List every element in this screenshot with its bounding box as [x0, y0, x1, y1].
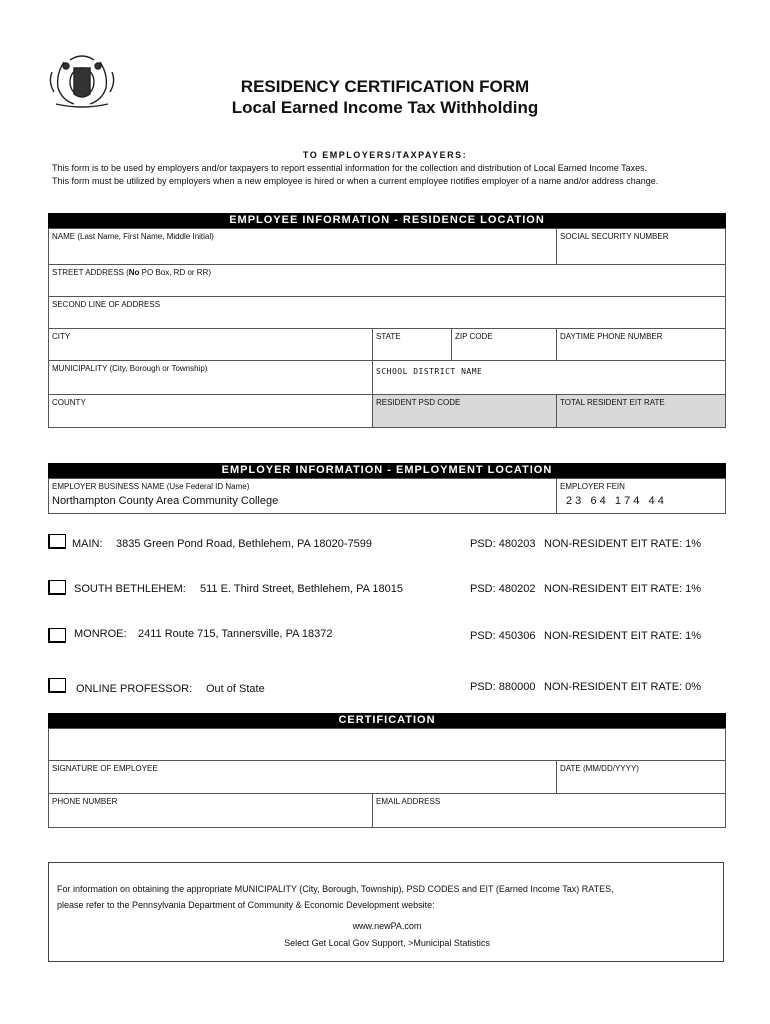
employer-fein-field[interactable]: EMPLOYER FEIN 2 3 6 4 1 7 4 4 4 — [556, 478, 726, 514]
signature-area[interactable] — [48, 728, 726, 761]
employer-fein-value: 2 3 6 4 1 7 4 4 4 — [566, 495, 664, 507]
signature-field[interactable]: SIGNATURE OF EMPLOYEE — [48, 760, 557, 794]
resident-psd-code-field[interactable]: RESIDENT PSD CODE — [372, 394, 557, 428]
south-bethlehem-checkbox[interactable] — [48, 580, 66, 595]
employer-business-name-value: Northampton County Area Community College — [52, 495, 279, 507]
footer-instruction: Select Get Local Gov Support, >Municipal Statistics — [284, 938, 490, 948]
employer-business-name-field[interactable]: EMPLOYER BUSINESS NAME (Use Federal ID Name) Northampton County Area Community College — [48, 478, 557, 514]
location-row-south-bethlehem: SOUTH BETHLEHEM: 511 E. Third Street, Bethlehem, PA 18015 PSD: 480202 NON-RESIDENT EIT RATE: 1% — [48, 580, 728, 600]
employer-section-heading: EMPLOYER INFORMATION - EMPLOYMENT LOCATION — [48, 463, 726, 478]
zip-code-field[interactable]: ZIP CODE — [451, 328, 557, 361]
date-field[interactable]: DATE (MM/DD/YYYY) — [556, 760, 726, 794]
location-row-online-professor: ONLINE PROFESSOR: Out of State PSD: 880000 NON-RESIDENT EIT RATE: 0% — [48, 678, 728, 698]
employee-section-heading: EMPLOYEE INFORMATION - RESIDENCE LOCATION — [48, 213, 726, 228]
intro-text-2: This form must be utilized by employers when a new employee is hired or when a current employee notifies employer of a name and/or address change. — [52, 176, 659, 186]
online-professor-checkbox[interactable] — [48, 678, 66, 693]
location-list — [48, 534, 728, 694]
intro-text-1: This form is to be used by employers and/or taxpayers to report essential information for the collection and distribution of Local Earned Income Taxes. — [52, 163, 648, 173]
state-field[interactable]: STATE — [372, 328, 452, 361]
footer-url[interactable]: www.newPA.com — [352, 921, 422, 931]
footer-line-2: please refer to the Pennsylvania Department of Community & Economic Development website: — [57, 900, 435, 910]
employee-section — [48, 228, 726, 428]
location-row-main: MAIN: 3835 Green Pond Road, Bethlehem, PA 18020-7599 PSD: 480203 NON-RESIDENT EIT RATE: 1% — [48, 534, 728, 554]
location-row-monroe: MONROE: 2411 Route 715, Tannersville, PA 18372 PSD: 450306 NON-RESIDENT EIT RATE: 1% — [48, 628, 728, 648]
school-district-field[interactable]: SCHOOL DISTRICT NAME — [372, 360, 726, 395]
employer-section — [48, 478, 726, 514]
ssn-field[interactable]: SOCIAL SECURITY NUMBER — [556, 228, 726, 265]
main-checkbox[interactable] — [48, 534, 66, 549]
street-address-field[interactable] — [48, 264, 726, 297]
total-resident-eit-rate-field[interactable]: TOTAL RESIDENT EIT RATE — [556, 394, 726, 428]
email-address-field[interactable]: EMAIL ADDRESS — [372, 793, 726, 828]
form-title: RESIDENCY CERTIFICATION FORM — [240, 77, 530, 96]
form-subtitle: Local Earned Income Tax Withholding — [231, 98, 539, 117]
city-field[interactable]: CITY — [48, 328, 373, 361]
county-field[interactable]: COUNTY — [48, 394, 373, 428]
municipality-field[interactable]: MUNICIPALITY (City, Borough or Township) — [48, 360, 373, 395]
phone-number-field[interactable]: PHONE NUMBER — [48, 793, 373, 828]
certification-heading: CERTIFICATION — [48, 713, 726, 728]
name-field[interactable]: NAME (Last Name, First Name, Middle Initial) — [48, 228, 557, 265]
monroe-checkbox[interactable] — [48, 628, 66, 643]
daytime-phone-field[interactable]: DAYTIME PHONE NUMBER — [556, 328, 726, 361]
info-footer — [48, 862, 724, 962]
second-address-line-field[interactable]: SECOND LINE OF ADDRESS — [48, 296, 726, 329]
street-address-label: STREET ADDRESS (No PO Box, RD or RR) — [52, 268, 212, 277]
certification-section — [48, 728, 726, 828]
to-line: TO EMPLOYERS/TAXPAYERS: — [302, 150, 468, 160]
footer-line-1: For information on obtaining the appropriate MUNICIPALITY (City, Borough, Township), PSD CODES and EIT (Earned Income Tax) RATES, — [57, 884, 614, 894]
